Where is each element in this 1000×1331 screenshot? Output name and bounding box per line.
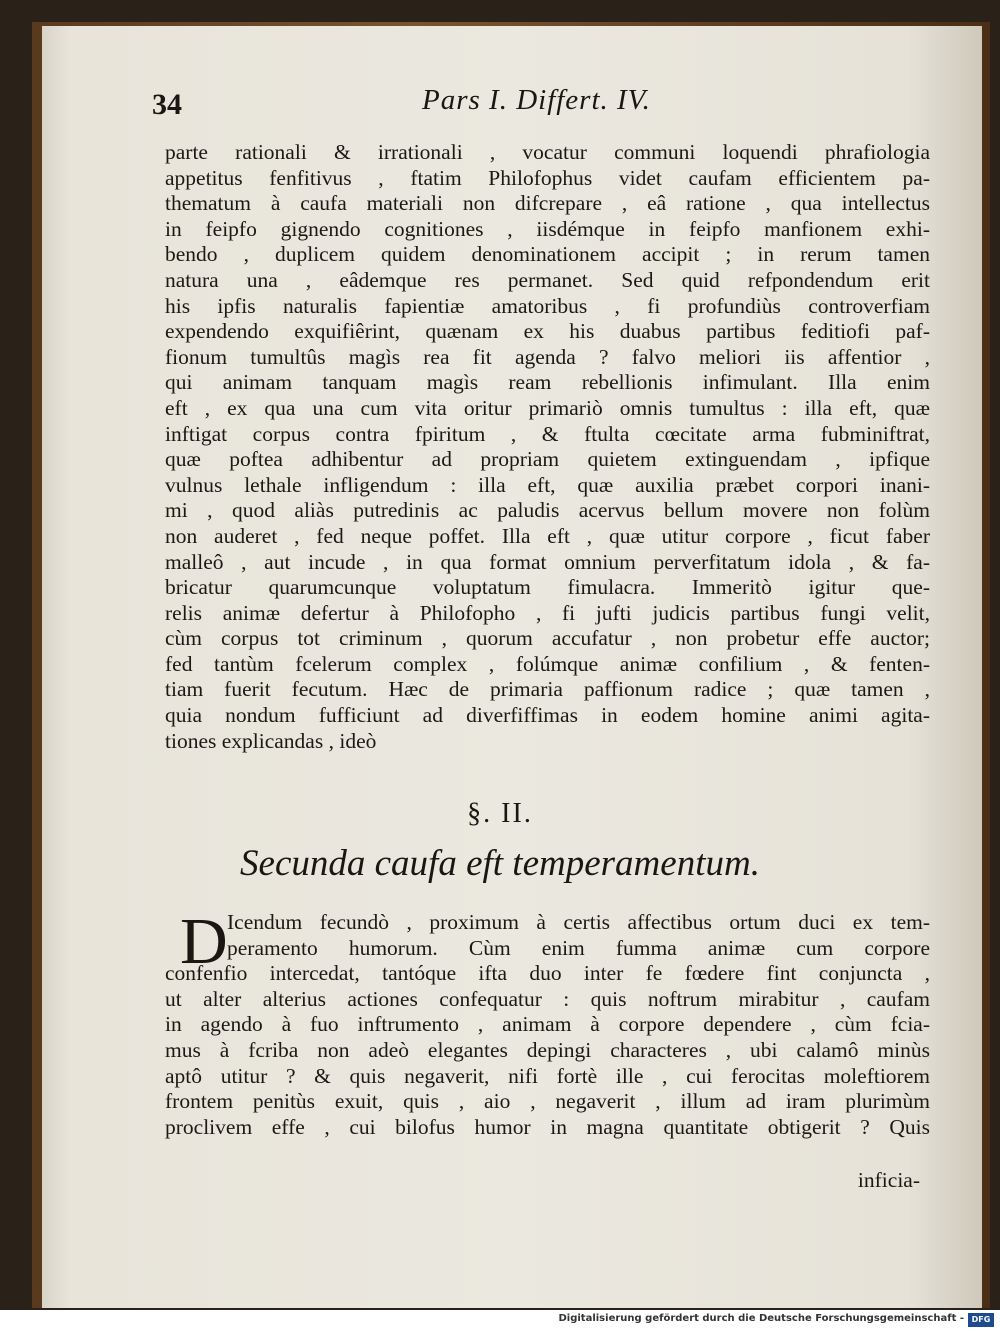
page-number: 34	[152, 88, 182, 121]
running-head: Pars I. Differt. IV.	[422, 84, 651, 116]
page-header	[152, 82, 932, 132]
funding-credit: Digitalisierung gefördert durch die Deutsche Forschungsgemeinschaft -	[558, 1313, 964, 1324]
text-line: vulnus lethale infligendum : illa eft, quæ auxilia præbet corpori inani-	[165, 472, 930, 497]
text-line: fed tantùm fcelerum complex , folúmque animæ confilium , & fenten-	[165, 651, 930, 676]
paragraph-1	[165, 140, 930, 754]
catchword: inficia-	[857, 1168, 920, 1192]
text-line: malleô , aut incude , in qua format omnium perverfitatum idola , & fa-	[165, 549, 930, 574]
section-title: Secunda caufa eft temperamentum.	[240, 843, 760, 884]
text-line: inftigat corpus contra fpiritum , & ftulta cœcitate arma fubminiftrat,	[165, 421, 930, 446]
text-line: mi , quod aliàs putredinis ac paludis acervus bellum movere non folùm	[165, 498, 930, 523]
text-line: confenfio intercedat, tantóque ifta duo inter fe fœdere fint conjuncta ,	[165, 961, 930, 986]
text-line: fionum tumultûs magìs rea fit agenda ? falvo meliori iis affentior ,	[165, 344, 930, 369]
text-line: tiones explicandas , ideò	[165, 728, 377, 753]
paragraph-2	[165, 905, 930, 1140]
text-line: quia nondum fufficiunt ad diverfiffimas in eodem homine animi agita-	[165, 703, 930, 728]
text-line: natura una , eâdemque res permanet. Sed quid refpondendum erit	[165, 267, 930, 292]
section-number: §. II.	[467, 798, 533, 829]
text-line: thematum à caufa materiali non difcrepare , eâ ratione , qua intellectus	[165, 191, 930, 216]
dfg-logo-icon: DFG	[968, 1313, 994, 1327]
text-line: non auderet , fed neque poffet. Illa eft , quæ utitur corpore , ficut faber	[165, 523, 930, 548]
text-line: expendendo exquifiêrint, quænam ex his duabus partibus feditiofi paf-	[165, 319, 930, 344]
drop-cap: D	[180, 905, 228, 978]
text-line: parte rationali & irrationali , vocatur communi loquendi phrafiologia	[165, 140, 930, 164]
text-line: qui animam tanquam magìs ream rebellionis infimulant. Illa enim	[165, 370, 930, 395]
text-line: bendo , duplicem quidem denominationem accipit ; in rerum tamen	[165, 242, 930, 267]
text-line: frontem penitùs exuit, quis , aio , negaverit , illum ad iram plurimùm	[165, 1089, 930, 1114]
text-line: bricatur quarumcunque voluptatum fimulacra. Immeritò igitur que-	[165, 575, 930, 600]
text-line: aptô utitur ? & quis negaverit, nifi fortè ille , cui ferocitas moleftiorem	[165, 1063, 930, 1088]
text-line: cùm corpus tot criminum , quorum accufatur , non probetur effe auctor;	[165, 626, 930, 651]
text-line: quæ poftea adhibentur ad propriam quietem extinguendam , ipfique	[165, 447, 930, 472]
text-line: Icendum fecundò , proximum à certis affectibus ortum duci ex tem-	[227, 910, 930, 934]
text-line: peramento humorum. Cùm enim fumma animæ cum corpore	[227, 935, 930, 960]
text-line: appetitus fenfitivus , ftatim Philofophus videt caufam efficientem pa-	[165, 165, 930, 190]
text-line: proclivem effe , cui bilofus humor in magna quantitate obtigerit ? Quis	[165, 1114, 930, 1139]
text-line: in feipfo gignendo cognitiones , iisdémque in feipfo manfionem exhi-	[165, 216, 930, 241]
text-line: relis animæ defertur à Philofopho , fi jufti judicis partibus fungi velit,	[165, 600, 930, 625]
text-line: in agendo à fuo inftrumento , animam à corpore dependere , cùm fcia-	[165, 1012, 930, 1037]
text-line: tiam fuerit fecutum. Hæc de primaria paffionum radice ; quæ tamen ,	[165, 677, 930, 702]
text-line: eft , ex qua una cum vita oritur primariò omnis tumultus : illa eft, quæ	[165, 395, 930, 420]
text-line: ut alter alterius actiones confequatur : quis noftrum mirabitur , caufam	[165, 986, 930, 1011]
text-line: his ipfis naturalis fapientiæ amatoribus , fi profundiùs controverfiam	[165, 293, 930, 318]
footer-bar	[0, 1310, 1000, 1331]
text-line: mus à fcriba non adeò elegantes depingi characteres , ubi calamô minùs	[165, 1037, 930, 1062]
